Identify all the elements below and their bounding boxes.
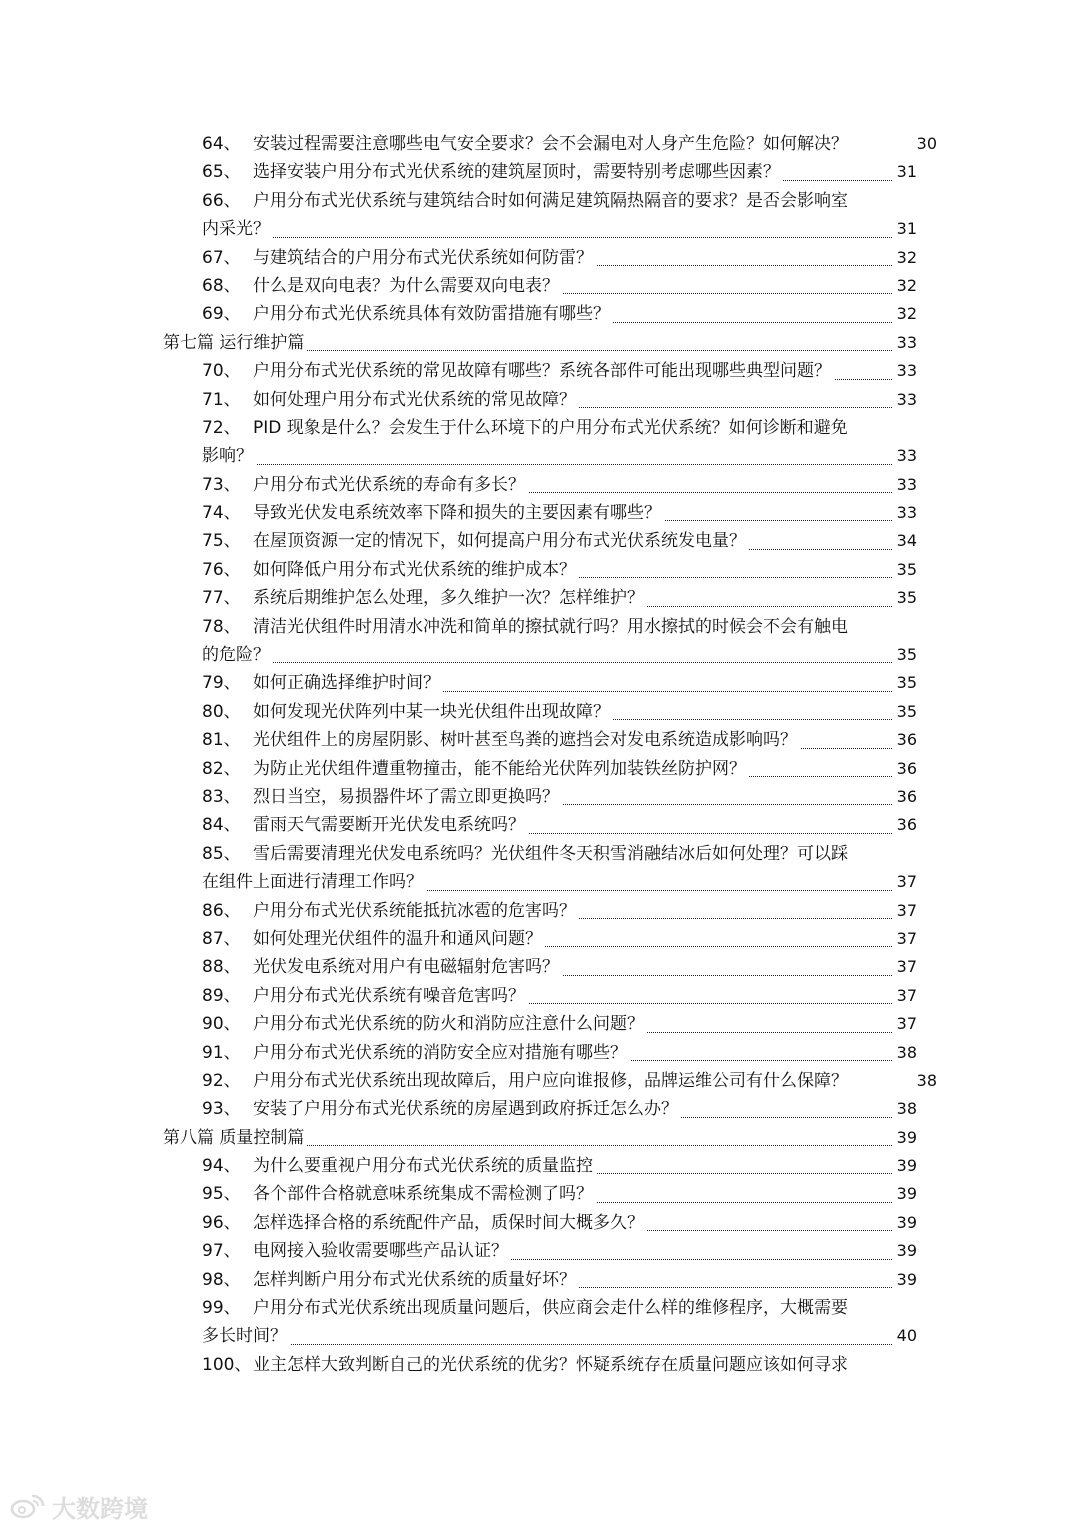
toc-entry-number: 94、 bbox=[202, 1152, 253, 1180]
toc-page-number: 33 bbox=[896, 332, 917, 352]
toc-entry-continuation[interactable] bbox=[0, 442, 1080, 470]
toc-entry-continuation[interactable] bbox=[0, 641, 1080, 669]
toc-entry[interactable] bbox=[0, 386, 1080, 414]
toc-page-number: 39 bbox=[896, 1184, 917, 1204]
dot-leader bbox=[202, 641, 892, 669]
toc-entry[interactable] bbox=[0, 471, 1080, 499]
toc-page-number: 39 bbox=[896, 1212, 917, 1232]
toc-entry-title: 选择安装户用分布式光伏系统的建筑屋顶时，需要特别考虑哪些因素？ bbox=[253, 162, 783, 182]
toc-page-number: 35 bbox=[896, 673, 917, 693]
toc-entry-number: 74、 bbox=[202, 499, 253, 527]
toc-entry-continuation[interactable] bbox=[0, 215, 1080, 243]
toc-entry[interactable] bbox=[0, 953, 1080, 981]
toc-entry-title: 安装过程需要注意哪些电气安全要求？会不会漏电对人身产生危险？如何解决？ bbox=[253, 134, 851, 154]
toc-entry-number: 86、 bbox=[202, 897, 253, 925]
toc-entry-number: 79、 bbox=[202, 669, 253, 697]
toc-entry-number: 88、 bbox=[202, 953, 253, 981]
toc-page-number: 36 bbox=[896, 758, 917, 778]
toc-entry-number: 77、 bbox=[202, 584, 253, 612]
toc-entry-title: 与建筑结合的户用分布式光伏系统如何防雷？ bbox=[253, 248, 596, 268]
watermark-text: 大数跨境 bbox=[52, 1494, 148, 1523]
toc-section-heading[interactable] bbox=[0, 329, 1080, 357]
toc-entry-number: 73、 bbox=[202, 471, 253, 499]
toc-entry-number: 67、 bbox=[202, 244, 253, 272]
toc-entry-number: 83、 bbox=[202, 783, 253, 811]
toc-entry[interactable] bbox=[0, 130, 1080, 158]
toc-entry-title: 户用分布式光伏系统有噪音危害吗？ bbox=[253, 986, 528, 1006]
toc-page-number: 39 bbox=[896, 1269, 917, 1289]
toc-entry-number: 69、 bbox=[202, 300, 253, 328]
toc-entry[interactable] bbox=[0, 840, 1080, 868]
toc-entry-title: 如何发现光伏阵列中某一块光伏组件出现故障？ bbox=[253, 702, 613, 722]
toc-entry-title: 怎样判断户用分布式光伏系统的质量好坏？ bbox=[253, 1270, 579, 1290]
toc-entry-number: 81、 bbox=[202, 726, 253, 754]
toc-entry-number: 89、 bbox=[202, 982, 253, 1010]
toc-page-number: 35 bbox=[896, 559, 917, 579]
toc-entry[interactable] bbox=[0, 414, 1080, 442]
toc-entry[interactable] bbox=[0, 925, 1080, 953]
toc-page-number: 30 bbox=[916, 134, 937, 153]
toc-entry-number: 85、 bbox=[202, 840, 253, 868]
toc-entry-title: 导致光伏发电系统效率下降和损失的主要因素有哪些？ bbox=[253, 503, 664, 523]
toc-entry[interactable] bbox=[0, 1010, 1080, 1038]
toc-entry-title: 业主怎样大致判断自己的光伏系统的优劣？怀疑系统存在质量问题应该如何寻求 bbox=[253, 1355, 851, 1375]
toc-entry[interactable] bbox=[0, 357, 1080, 385]
toc-page-number: 34 bbox=[896, 531, 917, 551]
dot-leader bbox=[202, 215, 892, 243]
toc-entry-title: 户用分布式光伏系统能抵抗冰雹的危害吗？ bbox=[253, 901, 579, 921]
toc-entry-number: 71、 bbox=[202, 386, 253, 414]
toc-entry-number: 70、 bbox=[202, 357, 253, 385]
toc-entry-title: 户用分布式光伏系统的常见故障有哪些？系统各部件可能出现哪些典型问题？ bbox=[253, 361, 834, 381]
toc-page-number: 32 bbox=[896, 247, 917, 267]
toc-page-number: 38 bbox=[916, 1070, 937, 1090]
toc-section-title: 第八篇 质量控制篇 bbox=[163, 1128, 307, 1148]
toc-entry-number: 78、 bbox=[202, 613, 253, 641]
toc-entry-number: 99、 bbox=[202, 1294, 253, 1322]
toc-page-number: 36 bbox=[896, 786, 917, 806]
dot-leader bbox=[202, 1322, 892, 1350]
toc-entry-number: 96、 bbox=[202, 1209, 253, 1237]
toc-page-number: 32 bbox=[896, 304, 917, 324]
toc-entry-number: 75、 bbox=[202, 527, 253, 555]
toc-page-number: 38 bbox=[896, 1042, 917, 1062]
toc-entry[interactable] bbox=[0, 982, 1080, 1010]
toc-page-number: 40 bbox=[896, 1326, 917, 1346]
toc-entry-title: 多长时间？ bbox=[202, 1326, 290, 1346]
toc-entry-title: 如何降低户用分布式光伏系统的维护成本？ bbox=[253, 560, 579, 580]
toc-entry-number: 66、 bbox=[202, 187, 253, 215]
toc-entry-number: 90、 bbox=[202, 1010, 253, 1038]
toc-entry[interactable] bbox=[0, 1039, 1080, 1067]
toc-entry[interactable] bbox=[0, 783, 1080, 811]
toc-page-number: 31 bbox=[896, 162, 917, 182]
toc-entry-title: 电网接入验收需要哪些产品认证？ bbox=[253, 1241, 511, 1261]
toc-entry[interactable] bbox=[0, 1294, 1080, 1322]
toc-entry[interactable] bbox=[0, 499, 1080, 527]
toc-entry-number: 87、 bbox=[202, 925, 253, 953]
toc-entry[interactable] bbox=[0, 272, 1080, 300]
toc-entry-title: 如何处理户用分布式光伏系统的常见故障？ bbox=[253, 390, 579, 410]
toc-page-number: 38 bbox=[896, 1099, 917, 1119]
toc-entry-title: 光伏组件上的房屋阴影、树叶甚至鸟粪的遮挡会对发电系统造成影响吗？ bbox=[253, 730, 800, 750]
toc-page-number: 37 bbox=[896, 928, 917, 948]
toc-entry-title: 户用分布式光伏系统的寿命有多长？ bbox=[253, 475, 528, 495]
toc-entry[interactable] bbox=[0, 1266, 1080, 1294]
toc-page-number: 37 bbox=[896, 900, 917, 920]
toc-page-number: 33 bbox=[896, 389, 917, 409]
toc-entry-title: 户用分布式光伏系统与建筑结合时如何满足建筑隔热隔音的要求？是否会影响室 bbox=[253, 191, 851, 211]
toc-entry[interactable] bbox=[0, 158, 1080, 186]
toc-entry[interactable] bbox=[0, 811, 1080, 839]
toc-entry-title: 什么是双向电表？为什么需要双向电表？ bbox=[253, 276, 562, 296]
toc-page-number: 33 bbox=[896, 503, 917, 523]
toc-entry-title: 清洁光伏组件时用清水冲洗和简单的擦拭就行吗？用水擦拭的时候会不会有触电 bbox=[253, 617, 851, 637]
toc-entry-number: 93、 bbox=[202, 1095, 253, 1123]
toc-entry-number: 65、 bbox=[202, 158, 253, 186]
toc-entry-title: 影响？ bbox=[202, 446, 256, 466]
toc-page-number: 35 bbox=[896, 645, 917, 665]
toc-entry-number: 91、 bbox=[202, 1039, 253, 1067]
toc-entry[interactable] bbox=[0, 1237, 1080, 1265]
toc-entry-number: 68、 bbox=[202, 272, 253, 300]
toc-entry-continuation[interactable] bbox=[0, 868, 1080, 896]
toc-entry[interactable] bbox=[0, 613, 1080, 641]
toc-entry[interactable] bbox=[0, 1067, 1080, 1095]
toc-page-number: 31 bbox=[896, 219, 917, 239]
toc-entry-title: 户用分布式光伏系统出现质量问题后，供应商会走什么样的维修程序，大概需要 bbox=[253, 1298, 851, 1318]
toc-entry[interactable] bbox=[0, 669, 1080, 697]
toc-entry-number: 80、 bbox=[202, 698, 253, 726]
toc-entry-title: 在屋顶资源一定的情况下，如何提高户用分布式光伏系统发电量？ bbox=[253, 531, 749, 551]
toc-page-number: 37 bbox=[896, 1014, 917, 1034]
toc-entry-title: 烈日当空，易损器件坏了需立即更换吗？ bbox=[253, 787, 562, 807]
table-of-contents bbox=[0, 130, 1080, 1379]
toc-entry-title: 各个部件合格就意味系统集成不需检测了吗？ bbox=[253, 1184, 596, 1204]
toc-entry-number: 64、 bbox=[202, 130, 253, 158]
toc-page-number: 39 bbox=[896, 1241, 917, 1261]
toc-entry[interactable] bbox=[0, 698, 1080, 726]
toc-page-number: 33 bbox=[896, 446, 917, 466]
toc-entry-title: 雷雨天气需要断开光伏发电系统吗？ bbox=[253, 815, 528, 835]
toc-entry-title: 如何处理光伏组件的温升和通风问题？ bbox=[253, 929, 545, 949]
toc-entry-title: 安装了户用分布式光伏系统的房屋遇到政府拆迁怎么办？ bbox=[253, 1099, 681, 1119]
toc-entry-number: 84、 bbox=[202, 811, 253, 839]
toc-entry-title: 内采光？ bbox=[202, 219, 273, 239]
watermark bbox=[10, 1490, 148, 1522]
toc-entry[interactable] bbox=[0, 1152, 1080, 1180]
toc-entry[interactable] bbox=[0, 527, 1080, 555]
toc-page-number: 36 bbox=[896, 815, 917, 835]
toc-entry[interactable] bbox=[0, 897, 1080, 925]
sina-weibo-logo-icon bbox=[10, 1492, 48, 1520]
toc-entry[interactable] bbox=[0, 1351, 1080, 1379]
toc-entry-number: 82、 bbox=[202, 755, 253, 783]
toc-entry-title: 为防止光伏组件遭重物撞击，能不能给光伏阵列加装铁丝防护网？ bbox=[253, 759, 749, 779]
toc-page-number: 37 bbox=[896, 957, 917, 977]
toc-page-number: 39 bbox=[896, 1156, 917, 1176]
toc-entry[interactable] bbox=[0, 244, 1080, 272]
toc-entry-title: 户用分布式光伏系统的防火和消防应注意什么问题？ bbox=[253, 1014, 647, 1034]
toc-entry-title: 系统后期维护怎么处理，多久维护一次？怎样维护？ bbox=[253, 588, 647, 608]
toc-entry-title: 户用分布式光伏系统具体有效防雷措施有哪些？ bbox=[253, 304, 613, 324]
toc-entry-number: 76、 bbox=[202, 556, 253, 584]
toc-entry-title: 的危险？ bbox=[202, 645, 273, 665]
toc-page-number: 35 bbox=[896, 701, 917, 721]
toc-entry-title: 户用分布式光伏系统的消防安全应对措施有哪些？ bbox=[253, 1043, 630, 1063]
toc-entry[interactable] bbox=[0, 1180, 1080, 1208]
toc-page-number: 33 bbox=[896, 361, 917, 381]
toc-entry-title: PID 现象是什么？会发生于什么环境下的户用分布式光伏系统？如何诊断和避免 bbox=[253, 418, 851, 438]
toc-entry-title: 如何正确选择维护时间？ bbox=[253, 673, 443, 693]
toc-entry[interactable] bbox=[0, 187, 1080, 215]
toc-section-heading[interactable] bbox=[0, 1124, 1080, 1152]
toc-page-number: 32 bbox=[896, 275, 917, 295]
toc-entry-number: 92、 bbox=[202, 1067, 253, 1095]
toc-entry[interactable] bbox=[0, 726, 1080, 754]
toc-entry-continuation[interactable] bbox=[0, 1322, 1080, 1350]
toc-section-title: 第七篇 运行维护篇 bbox=[163, 333, 307, 353]
toc-entry-number: 97、 bbox=[202, 1237, 253, 1265]
toc-entry-title: 雪后需要清理光伏发电系统吗？光伏组件冬天积雪消融结冰后如何处理？可以踩 bbox=[253, 844, 851, 864]
toc-page-number: 35 bbox=[896, 588, 917, 608]
dot-leader bbox=[202, 442, 892, 470]
toc-entry[interactable] bbox=[0, 1095, 1080, 1123]
toc-entry[interactable] bbox=[0, 556, 1080, 584]
toc-entry[interactable] bbox=[0, 755, 1080, 783]
toc-page-number: 37 bbox=[896, 872, 917, 892]
toc-entry-title: 户用分布式光伏系统出现故障后，用户应向谁报修，品牌运维公司有什么保障？ bbox=[253, 1071, 851, 1091]
toc-entry-title: 在组件上面进行清理工作吗？ bbox=[202, 872, 426, 892]
toc-entry-number: 100、 bbox=[202, 1351, 253, 1379]
toc-page-number: 39 bbox=[896, 1127, 917, 1147]
toc-page-number: 33 bbox=[896, 474, 917, 494]
toc-entry[interactable] bbox=[0, 300, 1080, 328]
toc-entry-title: 光伏发电系统对用户有电磁辐射危害吗？ bbox=[253, 957, 562, 977]
toc-entry-title: 怎样选择合格的系统配件产品，质保时间大概多久？ bbox=[253, 1213, 647, 1233]
toc-entry-title: 为什么要重视户用分布式光伏系统的质量监控 bbox=[253, 1156, 596, 1176]
toc-entry-number: 95、 bbox=[202, 1180, 253, 1208]
toc-entry[interactable] bbox=[0, 1209, 1080, 1237]
toc-page-number: 36 bbox=[896, 730, 917, 750]
toc-entry-number: 98、 bbox=[202, 1266, 253, 1294]
toc-page-number: 37 bbox=[896, 985, 917, 1005]
toc-entry[interactable] bbox=[0, 584, 1080, 612]
toc-entry-number: 72、 bbox=[202, 414, 253, 442]
